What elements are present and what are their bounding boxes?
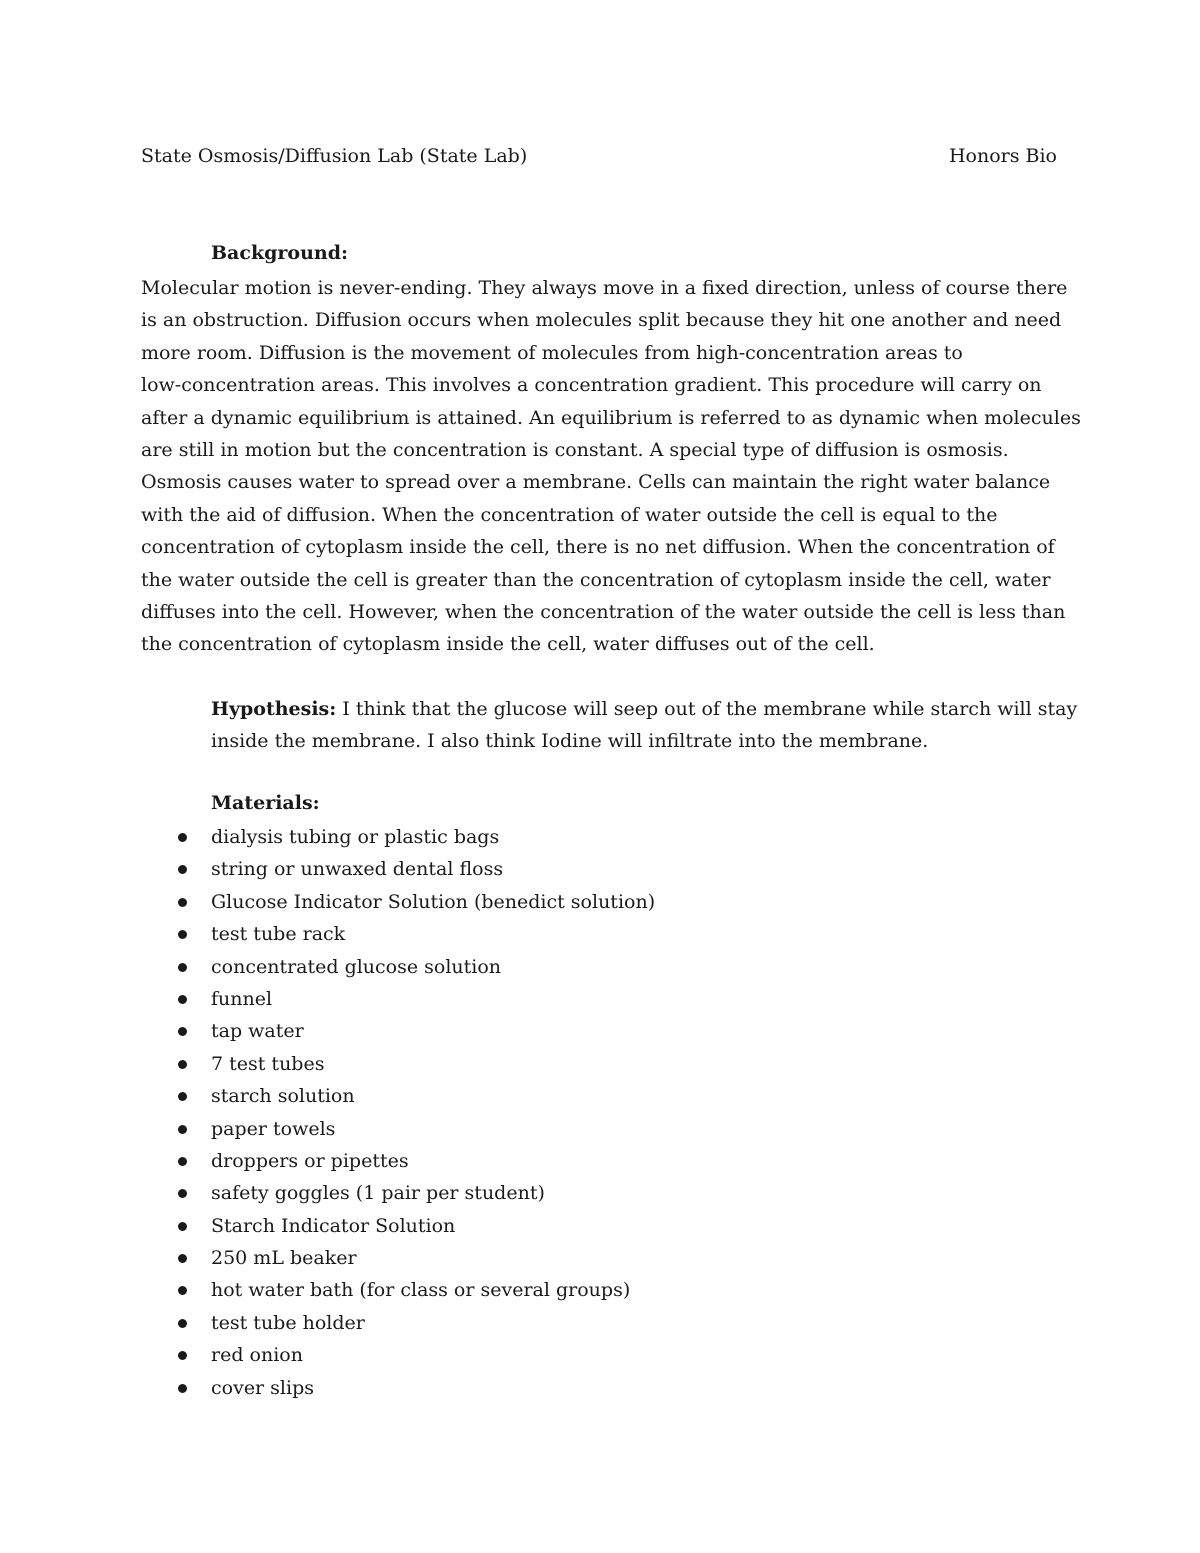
background-line: more room. Diffusion is the movement of molecules from high-concentration areas to <box>141 341 963 364</box>
material-label: Starch Indicator Solution <box>211 1214 456 1237</box>
material-label: concentrated glucose solution <box>211 955 502 978</box>
course-name: Honors Bio <box>948 145 1057 167</box>
bullet-icon <box>178 1351 187 1360</box>
background-line: Molecular motion is never-ending. They always move in a fixed direction, unless of course there <box>141 277 1068 299</box>
material-label: 250 mL beaker <box>211 1247 357 1270</box>
material-label: tap water <box>211 1020 304 1043</box>
material-label: safety goggles (1 pair per student) <box>211 1182 545 1205</box>
background-line: diffuses into the cell. However, when the concentration of the water outside the cell is less than <box>141 600 1066 623</box>
material-label: paper towels <box>211 1117 336 1140</box>
material-label: droppers or pipettes <box>211 1149 409 1172</box>
background-line: with the aid of diffusion. When the concentration of water outside the cell is equal to the <box>141 503 998 526</box>
hypothesis-text: I think that the glucose will seep out of the membrane while starch will stay <box>336 698 1078 720</box>
bullet-icon <box>178 1125 187 1134</box>
background-heading: Background: <box>211 242 348 264</box>
material-label: Glucose Indicator Solution (benedict solution) <box>211 890 656 913</box>
bullet-icon <box>178 1189 187 1198</box>
bullet-icon <box>178 833 187 842</box>
material-label: cover slips <box>211 1376 314 1399</box>
material-label: string or unwaxed dental floss <box>211 858 504 881</box>
background-line: concentration of cytoplasm inside the cell, there is no net diffusion. When the concentration of <box>141 536 1055 559</box>
material-label: funnel <box>211 987 273 1010</box>
bullet-icon <box>178 995 187 1004</box>
material-label: starch solution <box>211 1085 355 1108</box>
background-line: low-concentration areas. This involves a concentration gradient. This procedure will carry on <box>141 374 1042 397</box>
hypothesis-line <box>211 693 1078 725</box>
background-line: after a dynamic equilibrium is attained. An equilibrium is referred to as dynamic when molecules <box>141 406 1081 429</box>
bullet-icon <box>178 930 187 939</box>
hypothesis-line: inside the membrane. I also think Iodine will infiltrate into the membrane. <box>211 730 929 753</box>
bullet-icon <box>178 1027 187 1036</box>
bullet-icon <box>178 1319 187 1328</box>
background-line: the concentration of cytoplasm inside the cell, water diffuses out of the cell. <box>141 633 875 656</box>
material-label: 7 test tubes <box>211 1052 325 1075</box>
material-label: hot water bath (for class or several groups) <box>211 1279 631 1302</box>
hypothesis-label: Hypothesis: <box>211 698 337 720</box>
bullet-icon <box>178 1286 187 1295</box>
materials-heading: Materials: <box>211 792 320 814</box>
background-line: the water outside the cell is greater than the concentration of cytoplasm inside the cell, water <box>141 568 1051 591</box>
document-title: State Osmosis/Diffusion Lab (State Lab) <box>141 145 528 167</box>
bullet-icon <box>178 1157 187 1166</box>
bullet-icon <box>178 963 187 972</box>
background-line: is an obstruction. Diffusion occurs when molecules split because they hit one another and need <box>141 309 1062 332</box>
bullet-icon <box>178 1222 187 1231</box>
bullet-icon <box>178 1060 187 1069</box>
background-line: Osmosis causes water to spread over a membrane. Cells can maintain the right water balance <box>141 471 1051 494</box>
bullet-icon <box>178 1384 187 1393</box>
material-label: test tube rack <box>211 923 346 946</box>
bullet-icon <box>178 898 187 907</box>
material-label: test tube holder <box>211 1311 365 1334</box>
background-paragraph <box>141 272 1081 661</box>
material-label: red onion <box>211 1344 303 1367</box>
hypothesis-section <box>211 693 1078 758</box>
material-label: dialysis tubing or plastic bags <box>211 826 500 848</box>
bullet-icon <box>178 865 187 874</box>
background-line: are still in motion but the concentration is constant. A special type of diffusion is osmosis. <box>141 438 1009 461</box>
bullet-icon <box>178 1092 187 1101</box>
bullet-icon <box>178 1254 187 1263</box>
